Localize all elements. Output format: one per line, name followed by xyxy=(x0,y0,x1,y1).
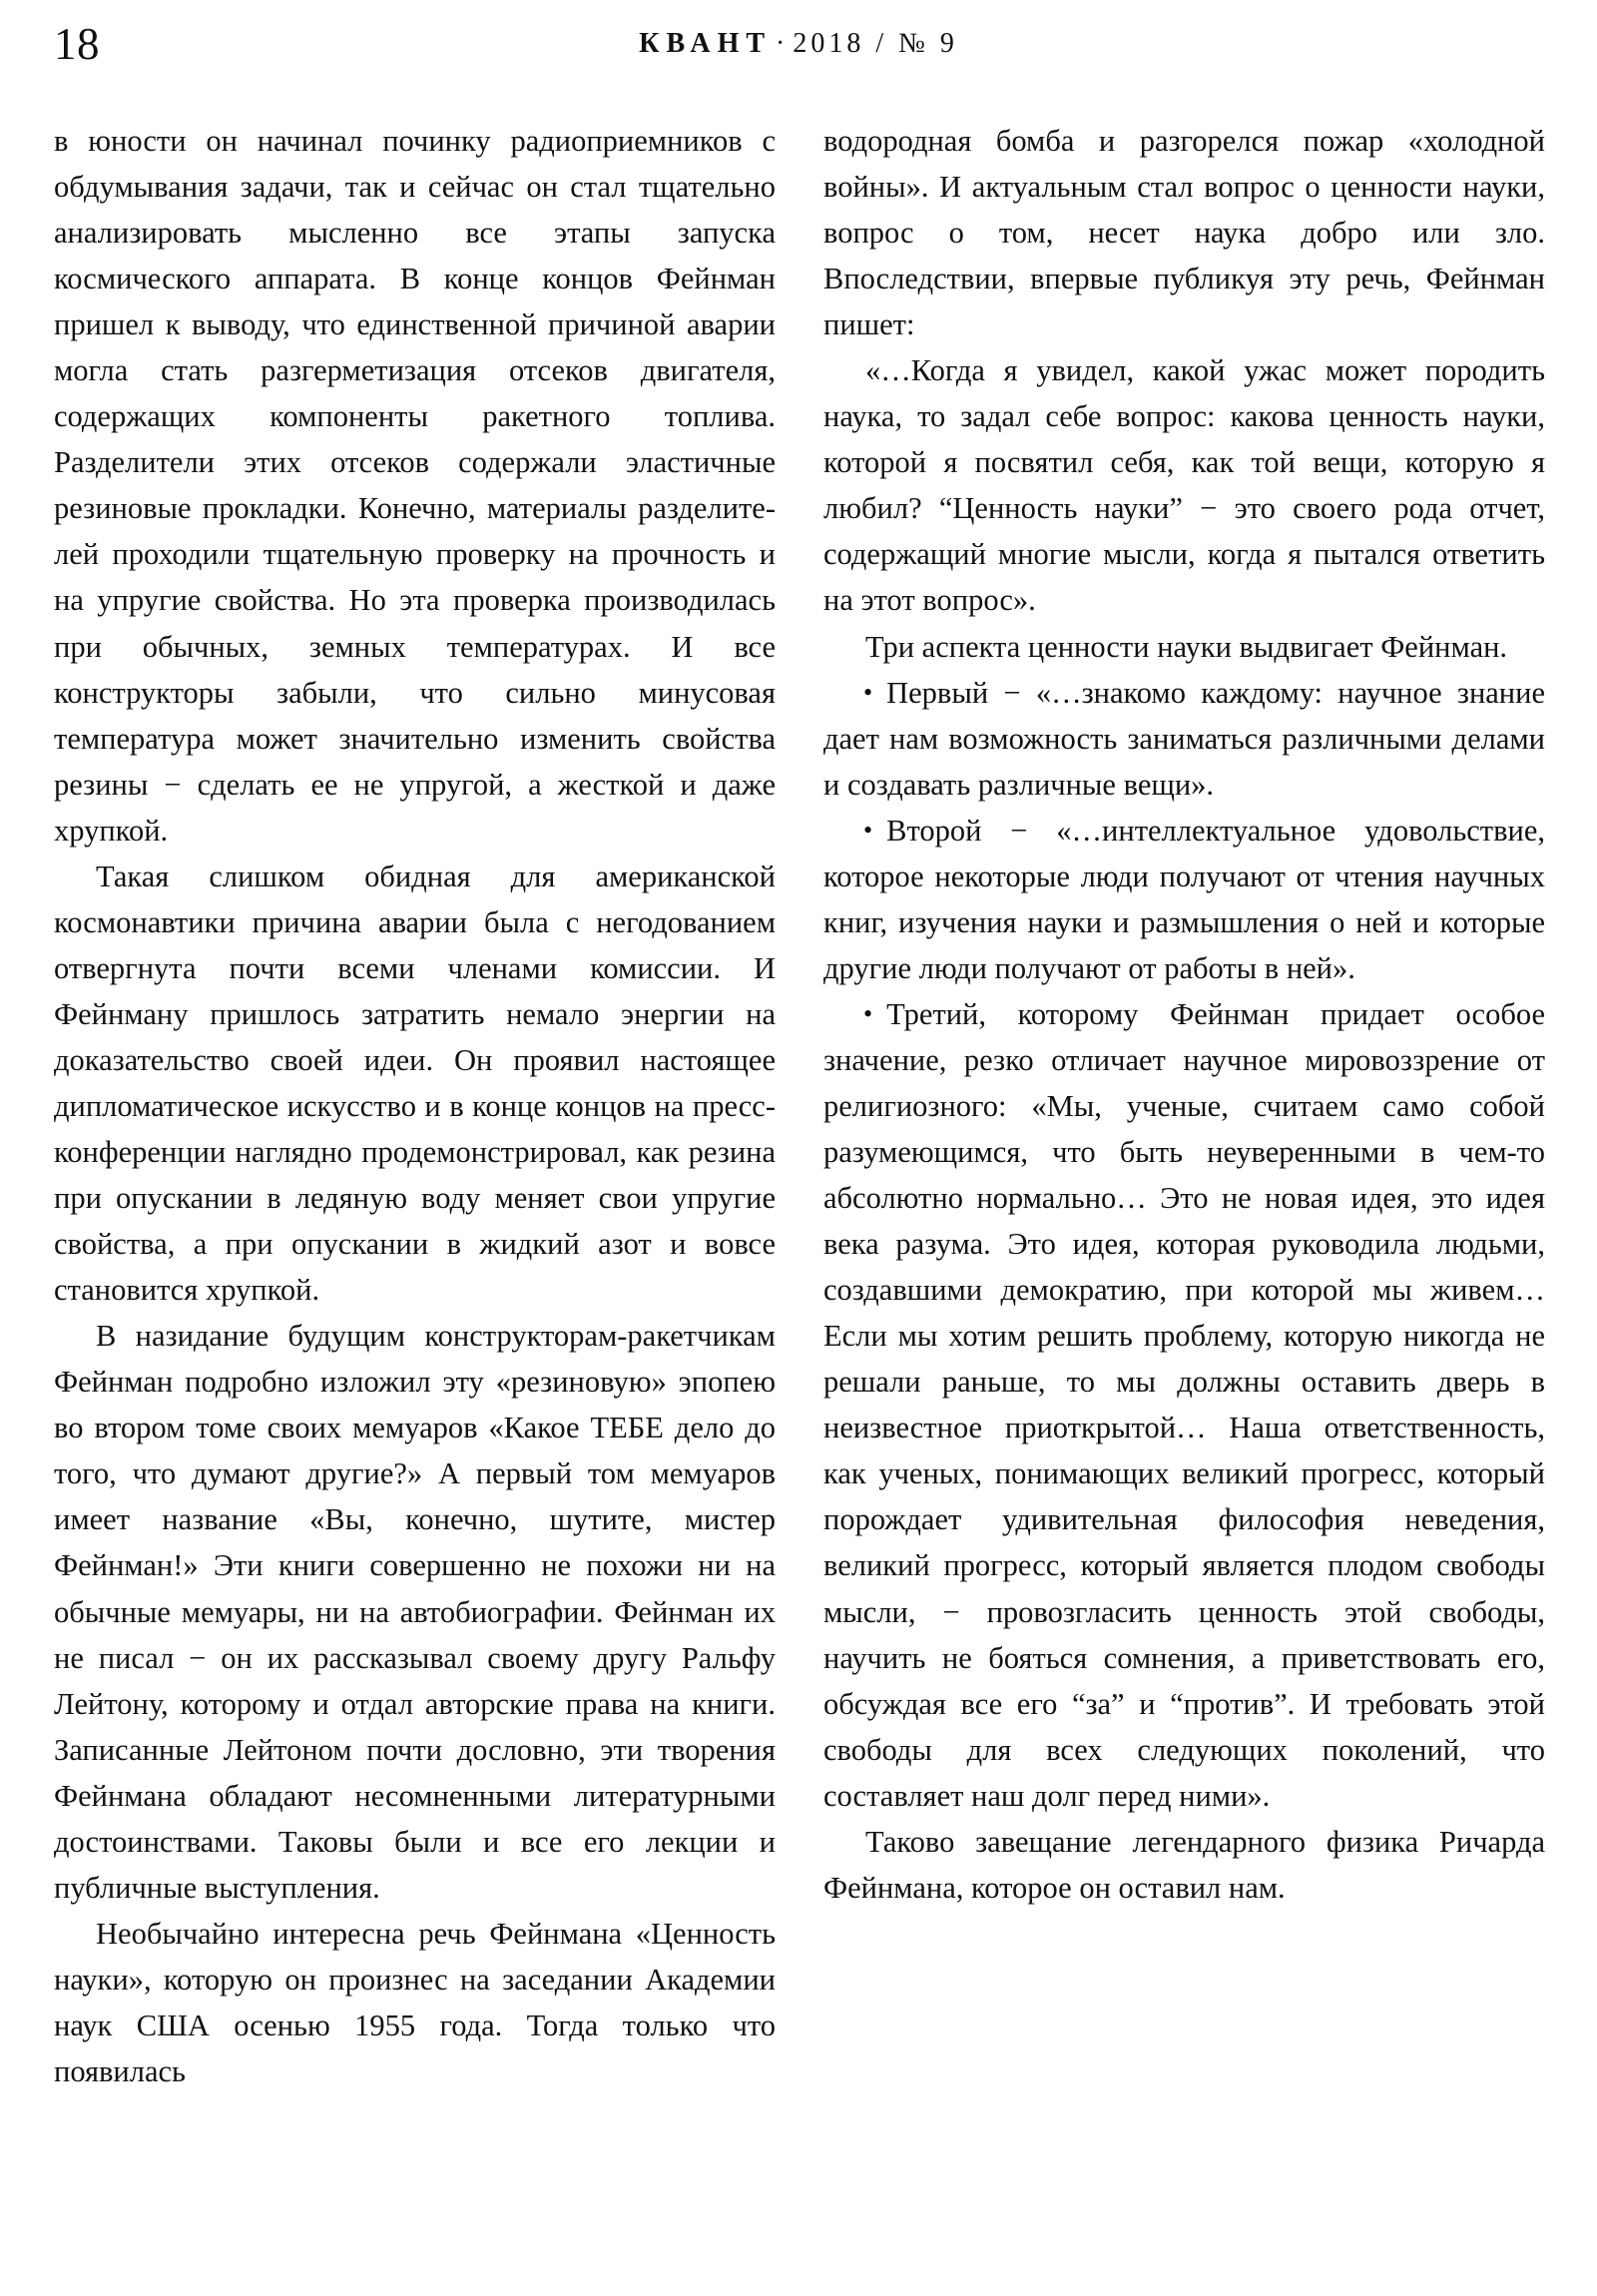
bullet-item xyxy=(823,808,1545,991)
right-column xyxy=(823,118,1545,2264)
bullet-text: Третий, которому Фейнман придает особое значение, резко отличает научное мировоззрение от религиозного: «Мы, ученые, считаем само собой разумеющимся, что быть неуверенными в чем-то абсолютно нормально… Это не новая идея, это идея века разума. Это идея, которая руководила людьми, создавшими демократию, при которой мы живем… Если мы хотим решить проблему, которую никогда не решали раньше, то мы должны оставить дверь в неизвестное приоткрытой… Наша ответственность, как ученых, понимающих великий прогресс, который порождает удивительная философия неведения, великий прогресс, который является плодом свободы мысли, − провозгласить ценность этой свободы, научить не бояться сомнения, а приветствовать его, обсуждая все его “за” и “против”. И требовать этой свободы для всех следующих поколений, что составляет наш долг перед ними». xyxy=(823,996,1545,1813)
left-column xyxy=(54,118,776,2264)
issue-label: 2018 / № 9 xyxy=(793,28,958,59)
bullet-dot-icon: • xyxy=(863,815,873,845)
paragraph: Три аспекта ценности науки выдвигает Фейнман. xyxy=(865,629,1508,664)
bullet-item xyxy=(823,991,1545,1819)
running-head xyxy=(0,0,1597,92)
bullet-dot-icon: • xyxy=(863,677,873,707)
paragraph: Таково завещание легендарного физика Ричарда Фейнмана, которое он оставил нам. xyxy=(823,1824,1545,1905)
paragraph: в юности он начинал починку радиоприемников с обдумывания задачи, так и сейчас он стал тщательно анализировать мысленно все этапы запуска космического аппарата. В конце концов Фейнман пришел к выводу, что единственной причиной аварии могла стать разгерметизация отсеков двигателя, содержащих компоненты ракетного топлива. Разделители этих отсеков содержали эластичные резиновые прокладки. Конечно, материалы разделителей проходили тщательную проверку на прочность и на упругие свойства. Но эта проверка производилась при обычных, земных температурах. И все конструкторы забыли, что сильно минусовая температура может значительно изменить свойства резины − сделать ее не упругой, а жесткой и даже хрупкой. xyxy=(54,124,776,848)
body-columns xyxy=(54,118,1546,2264)
running-head-title xyxy=(0,30,1597,58)
bullet-dot-icon: • xyxy=(863,998,873,1028)
bullet-text: Первый − «…знакомо каждому: научное знание дает нам возможность заниматься различными делами и создавать различные вещи». xyxy=(823,675,1545,802)
page-number: 18 xyxy=(54,19,100,69)
bullet-item xyxy=(823,670,1545,808)
bullet-text: Второй − «…интеллектуальное удовольствие, которое некоторые люди получают от чтения научных книг, изучения науки и размышления о ней и которые другие люди получают от работы в ней». xyxy=(823,813,1545,985)
paragraph: Такая слишком обидная для американской космонавтики причина аварии была с негодованием отвергнута почти всеми членами комиссии. И Фейнману пришлось затратить немало энергии на доказательство своей идеи. Он проявил настоящее дипломатическое искусство и в конце концов на пресс-конференции наглядно продемонстрировал, как резина при опускании в ледяную воду меняет свои упругие свойства, а при опускании в жидкий азот и вовсе становится хрупкой. xyxy=(54,859,776,1308)
paragraph: В назидание будущим конструкторам-ракетчикам Фейнман подробно изложил эту «резиновую» эпопею во втором томе своих мемуаров «Какое ТЕБЕ дело до того, что думают другие?» А первый том мемуаров имеет название «Вы, конечно, шутите, мистер Фейнман!» Эти книги совершенно не похожи ни на обычные мемуары, ни на автобиографии. Фейнман их не писал − он их рассказывал своему другу Ральфу Лейтону, которому и отдал авторские права на книги. Записанные Лейтоном почти дословно, эти творения Фейнмана обладают несомненными литературными достоинствами. Таковы были и все его лекции и публичные выступления. xyxy=(54,1319,776,1905)
journal-name: КВАНТ xyxy=(639,28,773,59)
paragraph: водородная бомба и разгорелся пожар «холодной войны». И актуальным стал вопрос о ценности науки, вопрос о том, несет наука добро или зло. Впоследствии, впервые публикуя эту речь, Фейнман пишет: xyxy=(823,124,1545,342)
paragraph: Необычайно интересна речь Фейнмана «Ценность науки», которую он произнес на заседании Академии наук США осенью 1955 года. Тогда только что появилась xyxy=(54,1916,776,2088)
paragraph: «…Когда я увидел, какой ужас может породить наука, то задал себе вопрос: какова ценность науки, которой я посвятил себя, как той вещи, которую я любил? “Ценность науки” − это своего рода отчет, содержащий многие мысли, когда я пытался ответить на этот вопрос». xyxy=(823,353,1545,618)
head-separator: · xyxy=(776,28,790,59)
